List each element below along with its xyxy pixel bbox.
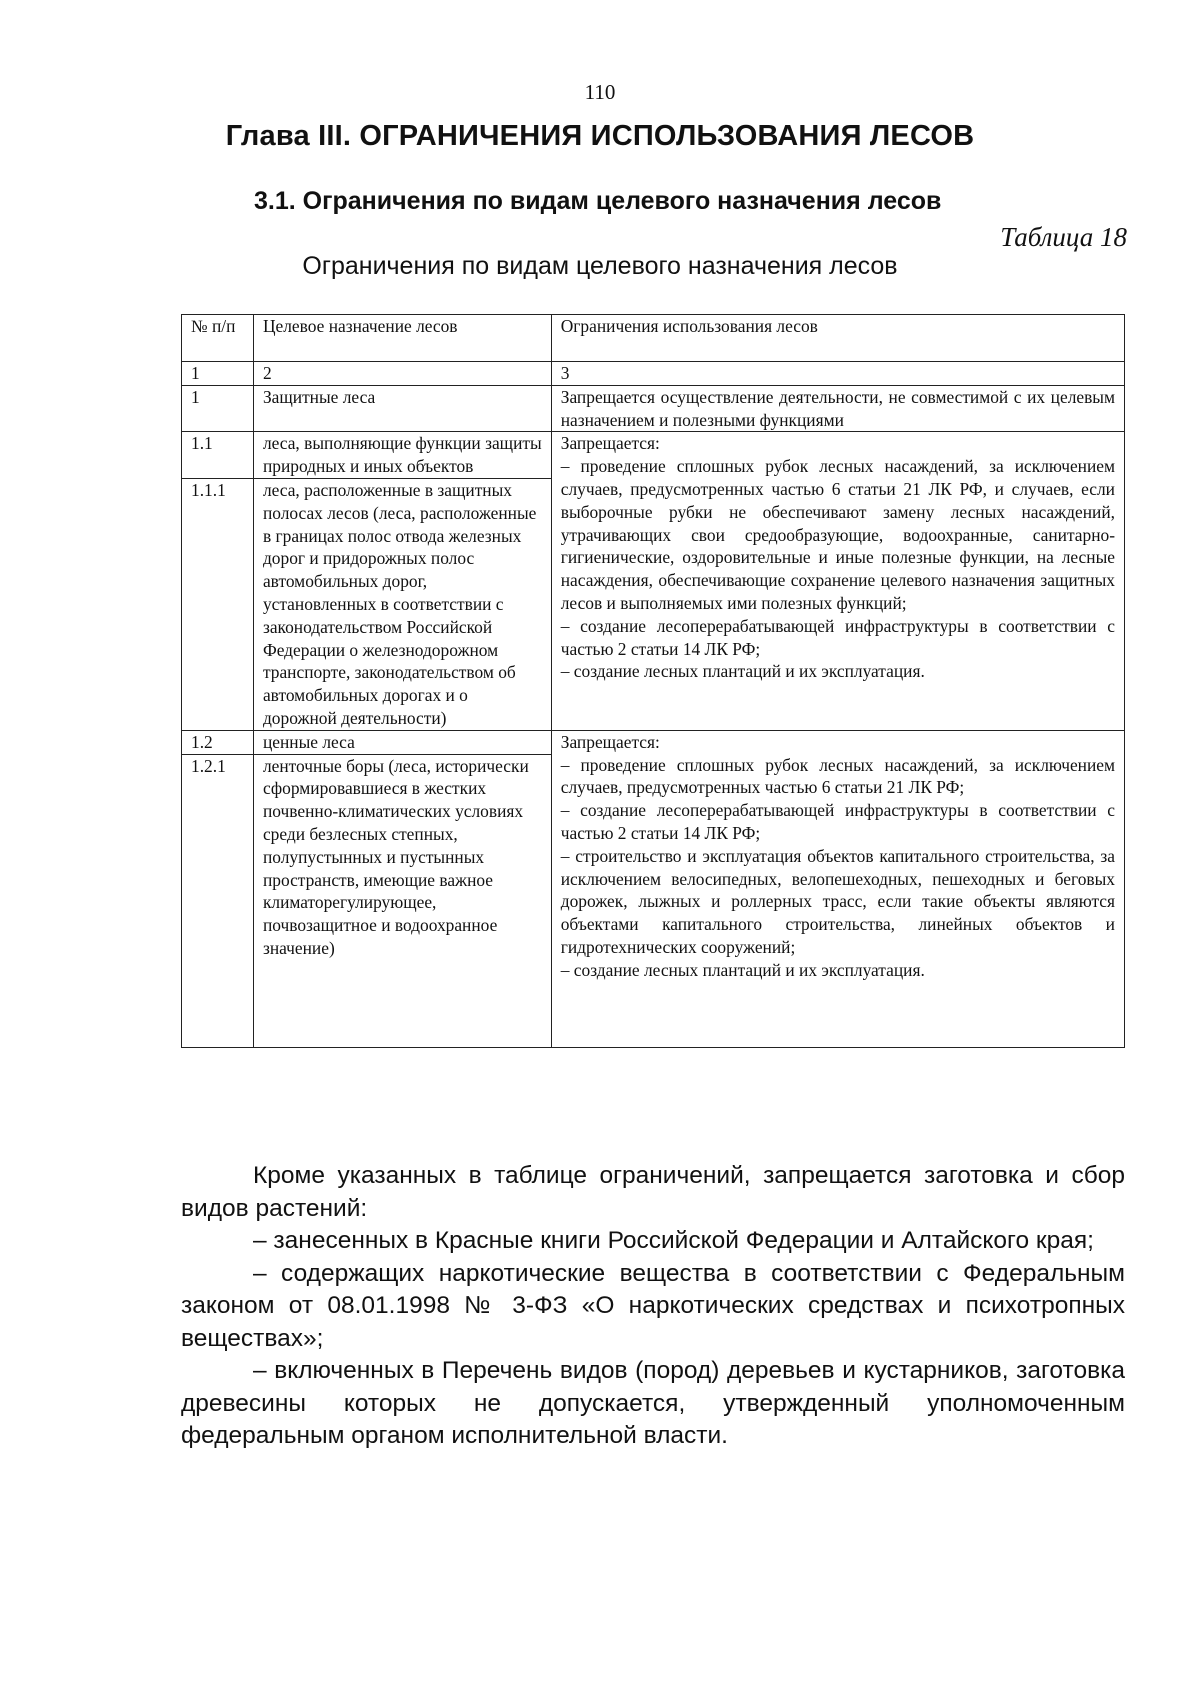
additional-restrictions [181,1160,1125,1453]
additional-restriction-item: – содержащих наркотические вещества в соответствии с Федеральным законом от 08.01.1998 № 3-ФЗ «О наркотических средствах и психотропных веществах»; [181,1259,1125,1352]
row-number: 1.2 [182,730,254,754]
header-purpose: Целевое назначение лесов [253,315,551,362]
column-number-3: 3 [551,362,1124,386]
restriction-item: – создание лесоперерабатывающей инфраструктуры в соответствии с частью 2 статьи 14 ЛК РФ; [560,615,1115,659]
restrictions-table [181,314,1125,1048]
section-title: 3.1. Ограничения по видам целевого назначения лесов [254,187,942,215]
column-number-2: 2 [253,362,551,386]
table-caption: Ограничения по видам целевого назначения лесов [302,252,898,280]
row-restriction: Запрещается осуществление деятельности, не совместимой с их целевым назначением и полезными функциями [551,385,1124,432]
row-purpose: леса, выполняющие функции защиты природных и иных объектов [253,432,551,479]
row-purpose: Защитные леса [253,385,551,432]
table-numbering-row [182,362,1125,386]
additional-restrictions-intro: Кроме указанных в таблице ограничений, запрещается заготовка и сбор видов растений: [181,1162,1125,1222]
restriction-intro: Запрещается: [560,433,660,454]
header-restrictions: Ограничения использования лесов [551,315,1124,362]
row-purpose: ценные леса [253,730,551,754]
restriction-item: – создание лесоперерабатывающей инфраструктуры в соответствии с частью 2 статьи 14 ЛК РФ; [560,800,1115,843]
table-row [182,730,1125,754]
restriction-item: – создание лесных плантаций и их эксплуатация. [560,661,925,682]
restriction-intro: Запрещается: [560,731,660,752]
row-number: 1 [182,385,254,432]
chapter-title: Глава III. ОГРАНИЧЕНИЯ ИСПОЛЬЗОВАНИЯ ЛЕСОВ [225,120,975,152]
restriction-item: – проведение сплошных рубок лесных насаждений, за исключением случаев, предусмотренных частью 6 статьи 21 ЛК РФ; [560,754,1115,798]
table-header-row [182,315,1125,362]
table-label: Таблица 18 [1000,222,1127,252]
restriction-item: – строительство и эксплуатация объектов капитального строительства, за исключением велосипедных, велопешеходных, пешеходных и беговых дорожек, лыжных и роллерных трасс, если такие объекты являются объектами капитального строительства, линейных объектов и гидротехнических сооружений; [560,845,1115,957]
restriction-group-protective [551,432,1124,730]
table-row [182,385,1125,432]
page-number: 110 [584,80,616,104]
table-row [182,432,1125,479]
row-purpose: леса, расположенные в защитных полосах лесов (леса, расположенные в границах полос отвода железных дорог и придорожных полос автомобильных дорог, установленных в соответствии с законодательством Российской Федерации о железнодорожном транспорте, законодательством об автомобильных дорогах и о дорожной деятельности) [253,478,551,730]
row-number: 1.1.1 [182,478,254,730]
header-number: № п/п [182,315,254,362]
column-number-1: 1 [182,362,254,386]
row-purpose: ленточные боры (леса, исторически сформировавшиеся в жестких почвенно-климатических условиях среди безлесных степных, полупустынных и пустынных пространств, имеющие важное климаторегулирующее, почвозащитное и водоохранное значение) [253,754,551,1047]
restriction-group-valuable [551,730,1124,1047]
additional-restriction-item: – включенных в Перечень видов (пород) деревьев и кустарников, заготовка древесины которых не допускается, утвержденный уполномоченным федеральным органом исполнительной власти. [181,1357,1125,1449]
additional-restriction-item: – занесенных в Красные книги Российской Федерации и Алтайского края; [253,1227,1094,1254]
row-number: 1.2.1 [182,754,254,1047]
restriction-item: – проведение сплошных рубок лесных насаждений, за исключением случаев, предусмотренных частью 6 статьи 21 ЛК РФ, и случаев, если выборочные рубки не обеспечивают замену лесных насаждений, утрачивающих свои средообразующие, водоохранные, санитарно-гигиенические, оздоровительные и иные полезные функции, на лесные насаждения, обеспечивающие сохранение целевого назначения защитных лесов и выполняемых ими полезных функций; [560,456,1115,613]
restriction-item: – создание лесных плантаций и их эксплуатация. [560,959,925,980]
row-number: 1.1 [182,432,254,479]
